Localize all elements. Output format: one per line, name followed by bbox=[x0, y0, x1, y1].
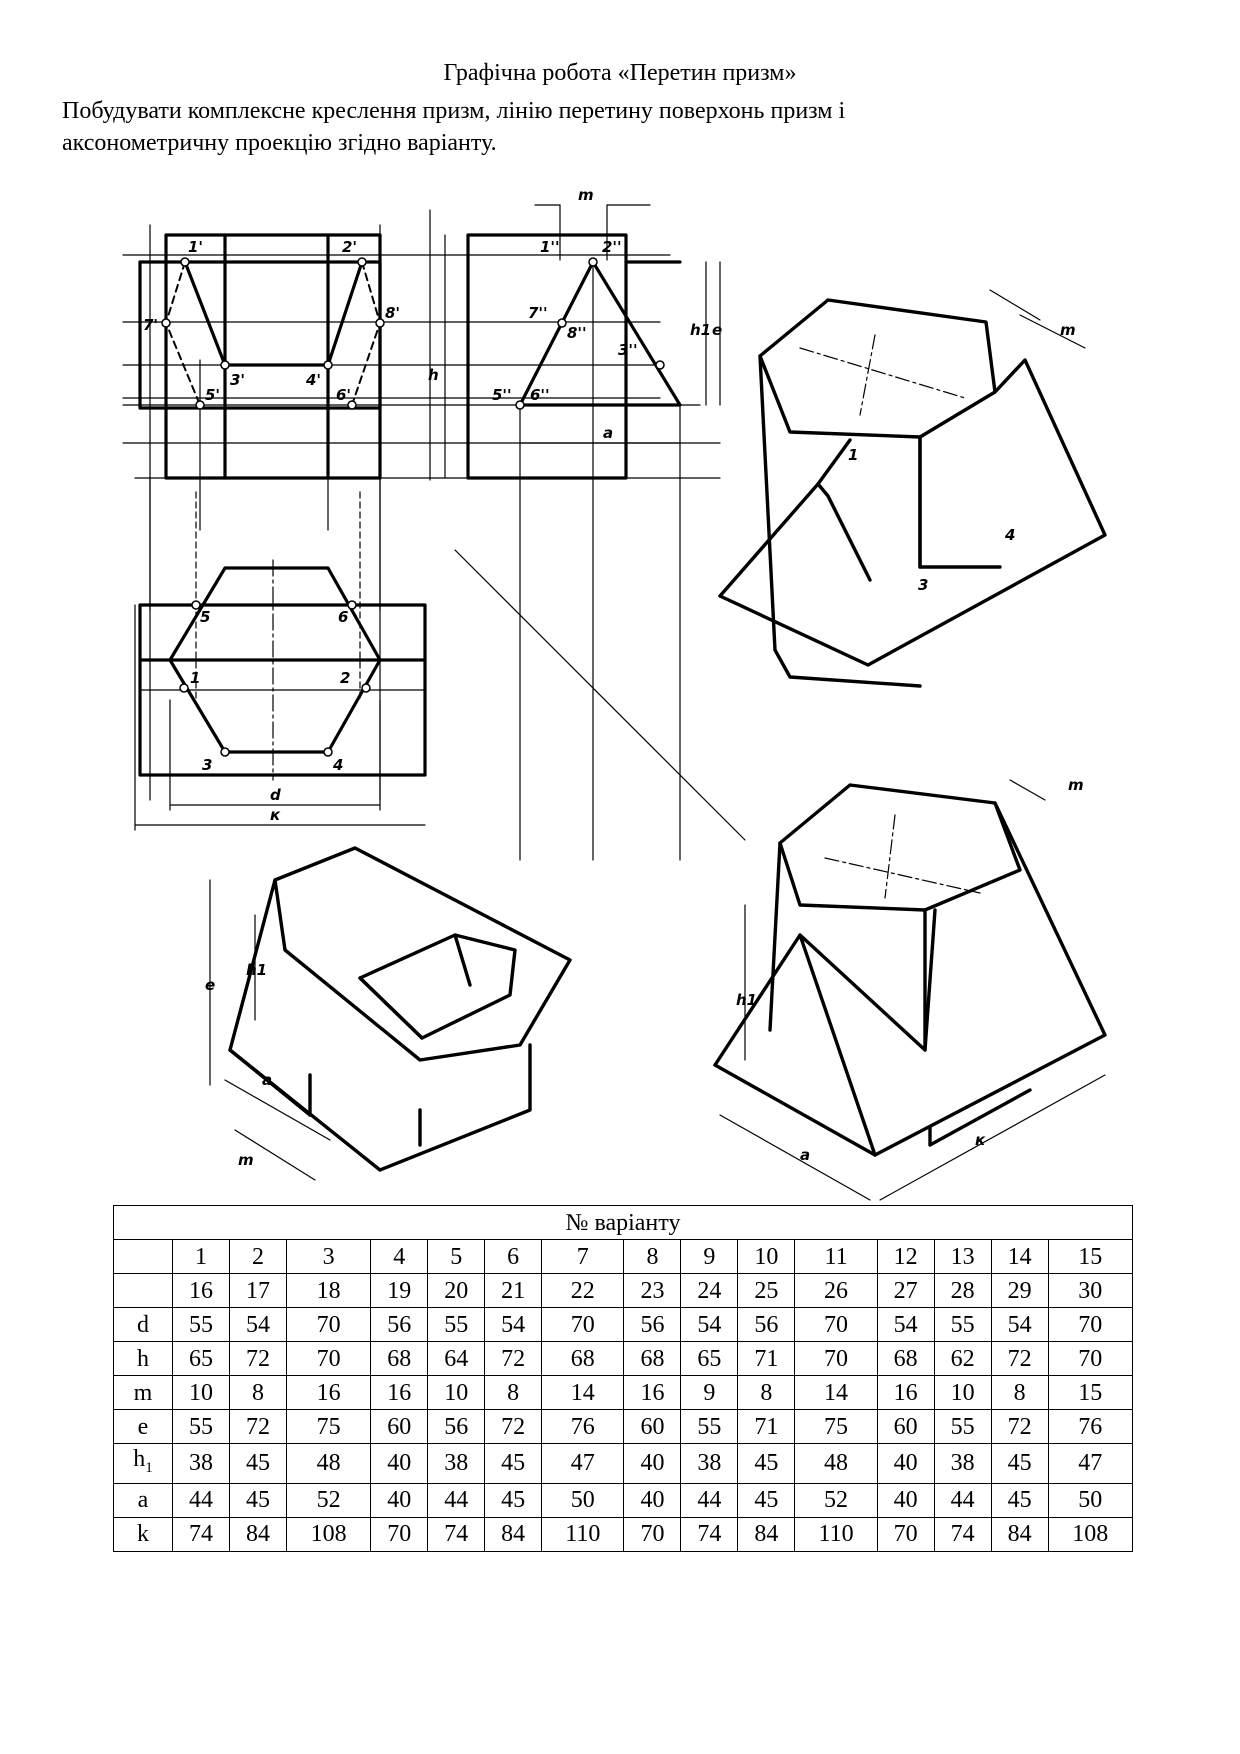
table-cell: 44 bbox=[934, 1483, 991, 1517]
table-cell: 10 bbox=[738, 1240, 795, 1274]
table-cell: 11 bbox=[795, 1240, 877, 1274]
table-cell: 16 bbox=[371, 1376, 428, 1410]
table-cell: 60 bbox=[371, 1410, 428, 1444]
table-cell: 56 bbox=[428, 1410, 485, 1444]
table-cell: 40 bbox=[624, 1444, 681, 1484]
table-cell: 12 bbox=[877, 1240, 934, 1274]
table-cell: 108 bbox=[1048, 1517, 1132, 1551]
table-cell: 8 bbox=[485, 1376, 542, 1410]
label-6: 6 bbox=[338, 608, 349, 626]
label-axon2-h1: h1 bbox=[246, 961, 268, 979]
table-cell: 56 bbox=[738, 1308, 795, 1342]
table-cell: 72 bbox=[485, 1342, 542, 1376]
table-cell: 45 bbox=[738, 1483, 795, 1517]
table-cell: 8 bbox=[624, 1240, 681, 1274]
table-cell: 54 bbox=[229, 1308, 286, 1342]
label-7pp: 7'' bbox=[528, 304, 548, 322]
label-axon1-1: 1 bbox=[848, 446, 859, 464]
label-1p: 1' bbox=[188, 238, 204, 256]
task-line-1: Побудувати комплексне креслення призм, лінію перетину поверхонь призм і bbox=[62, 98, 846, 124]
table-cell: 56 bbox=[624, 1308, 681, 1342]
table-cell: 28 bbox=[934, 1274, 991, 1308]
table-row bbox=[114, 1444, 1133, 1484]
table-cell: 40 bbox=[624, 1483, 681, 1517]
table-row bbox=[114, 1410, 1133, 1444]
table-cell: 68 bbox=[624, 1342, 681, 1376]
table-cell: 47 bbox=[542, 1444, 624, 1484]
table-row bbox=[114, 1308, 1133, 1342]
table-row bbox=[114, 1376, 1133, 1410]
table-cell: 70 bbox=[1048, 1342, 1132, 1376]
table-cell: 65 bbox=[681, 1342, 738, 1376]
table-cell: 45 bbox=[485, 1483, 542, 1517]
table-cell: 74 bbox=[428, 1517, 485, 1551]
table-cell: 17 bbox=[229, 1274, 286, 1308]
table-cell: 24 bbox=[681, 1274, 738, 1308]
table-cell: 40 bbox=[877, 1483, 934, 1517]
table-cell: 62 bbox=[934, 1342, 991, 1376]
table-cell: 70 bbox=[795, 1308, 877, 1342]
axon-bottom-left bbox=[230, 848, 570, 1170]
table-cell: 44 bbox=[428, 1483, 485, 1517]
label-4p: 4' bbox=[306, 371, 322, 389]
table-cell: 4 bbox=[371, 1240, 428, 1274]
table-row bbox=[114, 1517, 1133, 1551]
table-cell: 45 bbox=[991, 1483, 1048, 1517]
label-axon2-a: a bbox=[262, 1071, 273, 1089]
table-cell: 5 bbox=[428, 1240, 485, 1274]
label-axon1-4: 4 bbox=[1005, 526, 1016, 544]
label-e: e bbox=[712, 321, 723, 339]
table-cell: 23 bbox=[624, 1274, 681, 1308]
table-cell: 3 bbox=[286, 1240, 370, 1274]
table-cell: 55 bbox=[173, 1410, 230, 1444]
table-row bbox=[114, 1274, 1133, 1308]
table-cell: 76 bbox=[1048, 1410, 1132, 1444]
table-row bbox=[114, 1240, 1133, 1274]
table-cell: 45 bbox=[229, 1483, 286, 1517]
table-cell: 65 bbox=[173, 1342, 230, 1376]
table-cell: 55 bbox=[173, 1308, 230, 1342]
table-cell: 110 bbox=[542, 1517, 624, 1551]
label-6p: 6' bbox=[336, 386, 352, 404]
table-cell: 52 bbox=[795, 1483, 877, 1517]
table-cell: 75 bbox=[795, 1410, 877, 1444]
table-cell: 84 bbox=[738, 1517, 795, 1551]
table-header: № варіанту bbox=[114, 1206, 1133, 1240]
table-row bbox=[114, 1483, 1133, 1517]
table-cell: 70 bbox=[624, 1517, 681, 1551]
table-cell: 74 bbox=[681, 1517, 738, 1551]
table-cell: 55 bbox=[681, 1410, 738, 1444]
task-line-2: аксонометричну проекцію згідно варіанту. bbox=[62, 130, 497, 156]
row-label-main: h bbox=[133, 1446, 146, 1472]
label-h1: h1 bbox=[690, 321, 712, 339]
label-2: 2 bbox=[340, 669, 351, 687]
label-5p: 5' bbox=[205, 386, 221, 404]
table-cell: 48 bbox=[795, 1444, 877, 1484]
table-cell: 8 bbox=[229, 1376, 286, 1410]
table-cell: 25 bbox=[738, 1274, 795, 1308]
table-cell: 40 bbox=[371, 1444, 428, 1484]
row-label-subscript: 1 bbox=[145, 1459, 153, 1476]
table-cell: 70 bbox=[286, 1342, 370, 1376]
table-cell: 14 bbox=[795, 1376, 877, 1410]
table-cell: 26 bbox=[795, 1274, 877, 1308]
table-cell: 70 bbox=[1048, 1308, 1132, 1342]
label-a: a bbox=[603, 424, 614, 442]
label-1: 1 bbox=[190, 669, 201, 687]
table-cell: 55 bbox=[934, 1410, 991, 1444]
table-cell: 16 bbox=[173, 1274, 230, 1308]
table-cell: 60 bbox=[877, 1410, 934, 1444]
table-cell: 15 bbox=[1048, 1376, 1132, 1410]
table-cell: 38 bbox=[428, 1444, 485, 1484]
label-axon3-m: m bbox=[1068, 776, 1084, 794]
row-label: d bbox=[114, 1308, 173, 1342]
table-cell: 10 bbox=[173, 1376, 230, 1410]
table-cell: 20 bbox=[428, 1274, 485, 1308]
label-8p: 8' bbox=[385, 304, 401, 322]
label-axon3-a: a bbox=[800, 1146, 811, 1164]
table-cell: 72 bbox=[485, 1410, 542, 1444]
table-cell: 64 bbox=[428, 1342, 485, 1376]
table-header-row bbox=[114, 1206, 1133, 1240]
table-cell: 68 bbox=[371, 1342, 428, 1376]
label-3pp: 3'' bbox=[618, 341, 638, 359]
table-cell: 75 bbox=[286, 1410, 370, 1444]
table-cell: 45 bbox=[738, 1444, 795, 1484]
table-cell: 6 bbox=[485, 1240, 542, 1274]
table-cell: 52 bbox=[286, 1483, 370, 1517]
label-3p: 3' bbox=[230, 371, 246, 389]
table-cell: 54 bbox=[877, 1308, 934, 1342]
table-cell: 68 bbox=[877, 1342, 934, 1376]
table-cell: 8 bbox=[738, 1376, 795, 1410]
label-axon2-e: e bbox=[205, 976, 216, 994]
label-axon3-h1: h1 bbox=[736, 991, 758, 1009]
table-cell: 15 bbox=[1048, 1240, 1132, 1274]
label-2p: 2' bbox=[342, 238, 358, 256]
table-cell: 84 bbox=[229, 1517, 286, 1551]
variants-table bbox=[113, 1205, 1133, 1552]
table-cell: 45 bbox=[991, 1444, 1048, 1484]
label-1pp: 1'' bbox=[540, 238, 560, 256]
table-cell: 48 bbox=[286, 1444, 370, 1484]
table-cell: 76 bbox=[542, 1410, 624, 1444]
table-cell: 16 bbox=[877, 1376, 934, 1410]
table-cell: 60 bbox=[624, 1410, 681, 1444]
table-cell: 40 bbox=[877, 1444, 934, 1484]
row-label: k bbox=[114, 1517, 173, 1551]
front-view bbox=[123, 210, 723, 800]
label-axon1-m: m bbox=[1060, 321, 1076, 339]
table-cell: 9 bbox=[681, 1376, 738, 1410]
table-cell: 45 bbox=[229, 1444, 286, 1484]
table-cell: 72 bbox=[991, 1410, 1048, 1444]
row-label: m bbox=[114, 1376, 173, 1410]
table-cell: 38 bbox=[173, 1444, 230, 1484]
table-cell: 13 bbox=[934, 1240, 991, 1274]
table-cell: 16 bbox=[286, 1376, 370, 1410]
table-cell: 30 bbox=[1048, 1274, 1132, 1308]
table-cell: 19 bbox=[371, 1274, 428, 1308]
table-cell: 8 bbox=[991, 1376, 1048, 1410]
label-axon2-m: m bbox=[238, 1151, 254, 1169]
table-cell: 21 bbox=[485, 1274, 542, 1308]
table-cell: 68 bbox=[542, 1342, 624, 1376]
row-label: a bbox=[114, 1483, 173, 1517]
table-cell: 72 bbox=[229, 1342, 286, 1376]
table-cell: 70 bbox=[542, 1308, 624, 1342]
label-axon1-3: 3 bbox=[918, 576, 929, 594]
table-cell: 50 bbox=[1048, 1483, 1132, 1517]
table-cell: 14 bbox=[991, 1240, 1048, 1274]
label-8pp: 8'' bbox=[567, 324, 587, 342]
table-cell: 18 bbox=[286, 1274, 370, 1308]
table-cell: 40 bbox=[371, 1483, 428, 1517]
label-d: d bbox=[270, 786, 281, 804]
table-cell: 50 bbox=[542, 1483, 624, 1517]
table-cell: 110 bbox=[795, 1517, 877, 1551]
row-label bbox=[114, 1274, 173, 1308]
label-4: 4 bbox=[333, 756, 344, 774]
row-label bbox=[114, 1240, 173, 1274]
label-5: 5 bbox=[200, 608, 211, 626]
axon-top-right bbox=[720, 300, 1105, 686]
table-cell: 70 bbox=[286, 1308, 370, 1342]
table-cell: 56 bbox=[371, 1308, 428, 1342]
table-cell: 7 bbox=[542, 1240, 624, 1274]
table-cell: 14 bbox=[542, 1376, 624, 1410]
table-cell: 1 bbox=[173, 1240, 230, 1274]
table-cell: 72 bbox=[229, 1410, 286, 1444]
table-cell: 47 bbox=[1048, 1444, 1132, 1484]
table-cell: 54 bbox=[991, 1308, 1048, 1342]
table-cell: 44 bbox=[173, 1483, 230, 1517]
table-cell: 54 bbox=[681, 1308, 738, 1342]
table-cell: 44 bbox=[681, 1483, 738, 1517]
table-cell: 38 bbox=[681, 1444, 738, 1484]
table-cell: 10 bbox=[428, 1376, 485, 1410]
table-cell: 84 bbox=[485, 1517, 542, 1551]
document-title: Графічна робота «Перетин призм» bbox=[443, 60, 797, 86]
table-cell: 2 bbox=[229, 1240, 286, 1274]
label-k: к bbox=[270, 806, 281, 824]
table-cell: 108 bbox=[286, 1517, 370, 1551]
table-row bbox=[114, 1342, 1133, 1376]
table-cell: 70 bbox=[795, 1342, 877, 1376]
table-cell: 74 bbox=[173, 1517, 230, 1551]
table-cell: 74 bbox=[934, 1517, 991, 1551]
table-cell: 10 bbox=[934, 1376, 991, 1410]
table-cell: 55 bbox=[428, 1308, 485, 1342]
table-cell: 9 bbox=[681, 1240, 738, 1274]
label-h: h bbox=[428, 366, 439, 384]
table-cell: 29 bbox=[991, 1274, 1048, 1308]
label-7p: 7' bbox=[143, 316, 159, 334]
label-3: 3 bbox=[202, 756, 213, 774]
table-cell: 16 bbox=[624, 1376, 681, 1410]
table-cell: 38 bbox=[934, 1444, 991, 1484]
row-label bbox=[114, 1444, 173, 1484]
table-cell: 27 bbox=[877, 1274, 934, 1308]
label-axon3-k: к bbox=[975, 1131, 986, 1149]
table-cell: 70 bbox=[371, 1517, 428, 1551]
label-m: m bbox=[578, 186, 594, 204]
table-cell: 54 bbox=[485, 1308, 542, 1342]
label-6pp: 6'' bbox=[530, 386, 550, 404]
table-cell: 71 bbox=[738, 1410, 795, 1444]
table-cell: 45 bbox=[485, 1444, 542, 1484]
label-5pp: 5'' bbox=[492, 386, 512, 404]
table-cell: 55 bbox=[934, 1308, 991, 1342]
table-cell: 72 bbox=[991, 1342, 1048, 1376]
table-cell: 70 bbox=[877, 1517, 934, 1551]
row-label: h bbox=[114, 1342, 173, 1376]
row-label: e bbox=[114, 1410, 173, 1444]
label-2pp: 2'' bbox=[602, 238, 622, 256]
table-cell: 84 bbox=[991, 1517, 1048, 1551]
table-cell: 22 bbox=[542, 1274, 624, 1308]
table-cell: 71 bbox=[738, 1342, 795, 1376]
axon-bottom-right bbox=[715, 785, 1105, 1155]
